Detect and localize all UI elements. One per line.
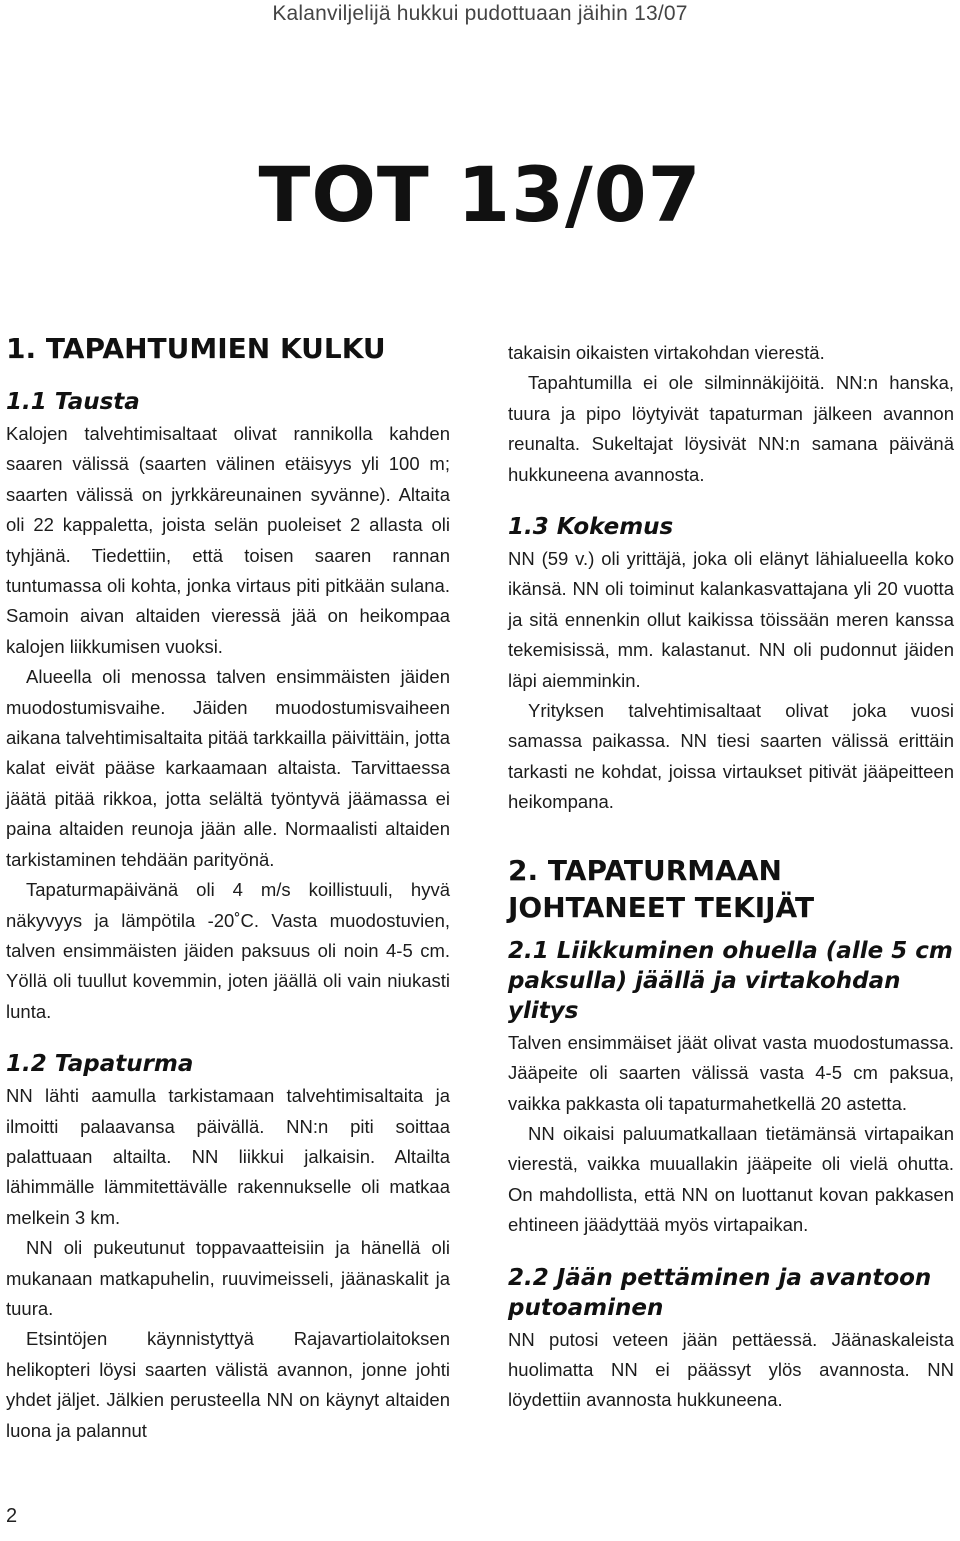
paragraph: NN oikaisi paluumatkallaan tietämänsä virtapaikan vierestä, vaikka muuallakin jääpeite oli vielä ohutta. On mahdollista, että NN on luottanut kovan pakkasen ehtineen jäädyttää myös virtapaikan. bbox=[508, 1122, 954, 1236]
paragraph: Alueella oli menossa talven ensimmäisten jäiden muodostumisvaihe. Jäiden muodostumisvaiheen aikana talvehtimisaltaita pitää tarkkailla päivittäin, jotta kalat eivät pääse karkaamaan altaista. Tarvittaessa jäätä pitää rikkoa, jotta selältä työntyvä jäämassa ei paina altaiden reunoja jään alle. Normaalisti altaiden tarkistaminen tehdään parityönä. bbox=[6, 666, 450, 870]
paragraph: Etsintöjen käynnistyttyä Rajavartiolaitoksen helikopteri löysi saarten välistä avannon, jonne johti yhdet jäljet. Jälkien perusteella NN on käynyt altaiden luona ja palannut bbox=[6, 1328, 450, 1441]
paragraph: NN lähti aamulla tarkistamaan talvehtimisaltaita ja ilmoitti palaavansa päivällä. NN:n piti soittaa palattuaan altailta. NN liikkui jalkaisin. Altailta lähimmälle lämmitettävälle rakennukselle oli matkaa melkein 3 km. bbox=[6, 1085, 450, 1228]
section-heading-1: 1. TAPAHTUMIEN KULKU bbox=[6, 332, 386, 365]
right-column bbox=[508, 338, 954, 1416]
paragraph: takaisin oikaisten virtakohdan vierestä. bbox=[508, 342, 825, 363]
paragraph: NN (59 v.) oli yrittäjä, joka oli elänyt lähialueella koko ikänsä. NN oli toiminut kalankasvattajana yli 20 vuotta ja sitä ennenkin ollut kaikissa töissään meren kanssa tekemisissä, mm. kalastanut. NN oli pudonnut jäiden läpi aiemminkin. bbox=[508, 548, 954, 691]
paragraph: Talven ensimmäiset jäät olivat vasta muodostumassa. Jääpeite oli saarten välissä vasta 4-5 cm paksua, vaikka pakkasta oli tapaturmahetkellä 20 astetta. bbox=[508, 1031, 954, 1114]
running-header: Kalanviljelijä hukkui pudottuaan jäihin 13/07 bbox=[272, 2, 688, 25]
page-number: 2 bbox=[6, 1505, 18, 1527]
section-heading-2: 2. TAPATURMAAN JOHTANEET TEKIJÄT bbox=[508, 853, 815, 924]
subheading-liikkuminen: 2.1 Liikkuminen ohuella (alle 5 cm paksulla) jäällä ja virtakohdan ylitys bbox=[508, 937, 953, 1024]
subheading-pettaminen: 2.2 Jään pettäminen ja avantoon putoaminen bbox=[508, 1264, 932, 1321]
paragraph: Tapahtumilla ei ole silminnäkijöitä. NN:n hanska, tuura ja pipo löytyivät tapaturman jälkeen avannon reunalta. Sukeltajat löysivät NN:n samana päivänä hukkuneena avannosta. bbox=[508, 372, 954, 485]
subheading-tausta: 1.1 Tausta bbox=[6, 389, 140, 415]
paragraph: Tapaturmapäivänä oli 4 m/s koillistuuli, hyvä näkyvyys ja lämpötila -20˚C. Vasta muodostuvien, talven ensimmäisten jäiden paksuus oli noin 4-5 cm. Yöllä oli tuullut kovemmin, joten jäällä oli vain niukasti lunta. bbox=[6, 879, 450, 1022]
left-column bbox=[6, 330, 450, 1446]
document-title: TOT 13/07 bbox=[258, 150, 702, 239]
paragraph: Kalojen talvehtimisaltaat olivat rannikolla kahden saaren välissä (saarten välinen etäisyys yli 100 m; saarten välissä on jyrkkäreunainen syvänne). Altaita oli 22 kappaletta, joista selän puoleiset 2 allasta oli tyhjänä. Tiedettiin, että toisen saaren rannan tuntumassa oli kohta, jonka virtaus piti pitkään sulana. Samoin aivan altaiden vieressä jää on heikompaa kalojen liikkumisen vuoksi. bbox=[6, 423, 450, 657]
subheading-kokemus: 1.3 Kokemus bbox=[508, 514, 674, 541]
paragraph: NN putosi veteen jään pettäessä. Jäänaskaleista huolimatta NN ei päässyt ylös avannosta. NN löydettiin avannosta hukkuneena. bbox=[508, 1328, 954, 1411]
paragraph: Yrityksen talvehtimisaltaat olivat joka vuosi samassa paikassa. NN tiesi saarten välissä erittäin tarkasti ne kohdat, joissa virtaukset pitivät jääpeitteen heikompana. bbox=[508, 700, 954, 813]
subheading-tapaturma: 1.2 Tapaturma bbox=[6, 1051, 194, 1078]
paragraph: NN oli pukeutunut toppavaatteisiin ja hänellä oli mukanaan matkapuhelin, ruuvimeisseli, jäänaskalit ja tuura. bbox=[6, 1237, 450, 1319]
